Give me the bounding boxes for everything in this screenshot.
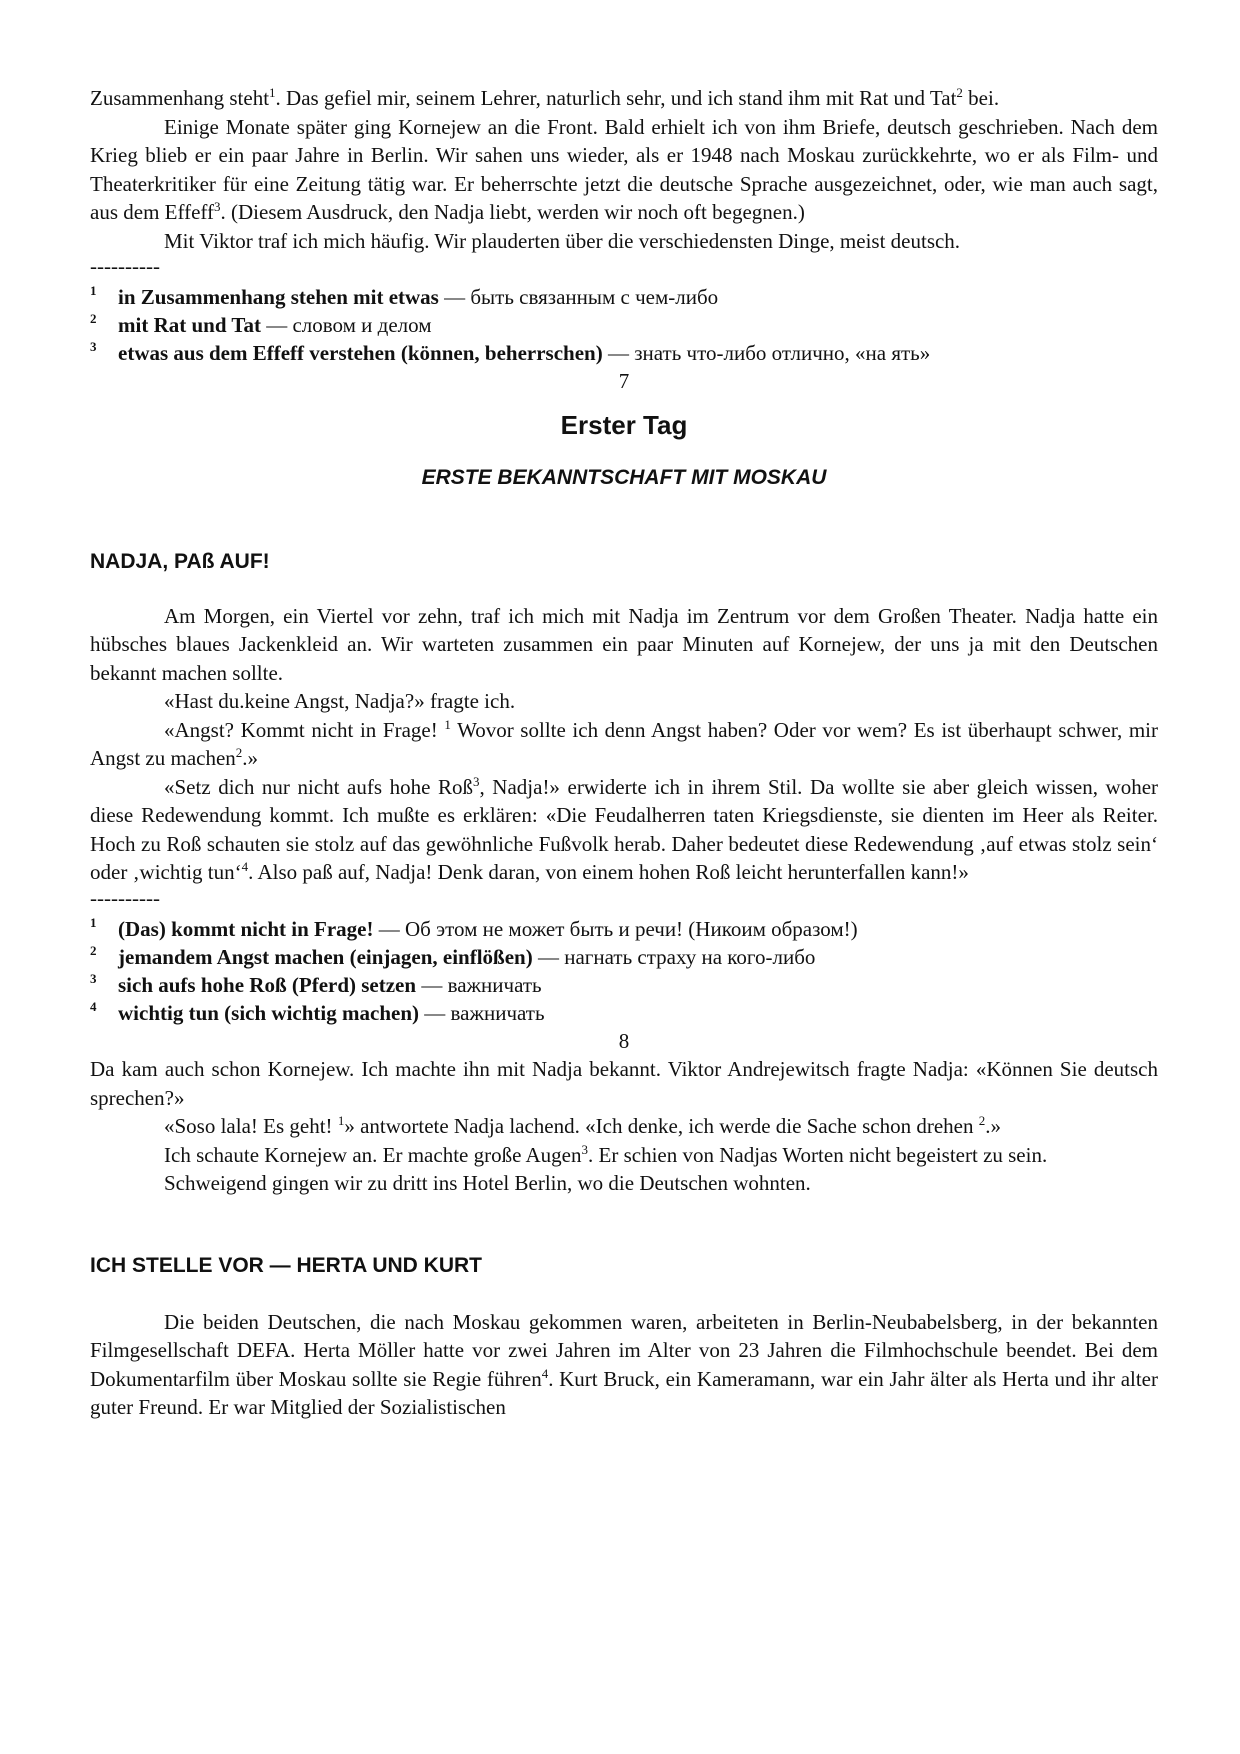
footnote-ref: 4 [541, 1365, 549, 1381]
footnote-ref: 1 [444, 716, 451, 732]
footnote-ref: 2 [956, 85, 963, 100]
paragraph: Ich schaute Kornejew an. Er machte große Augen$^3$. Er schien von Nadjas Worten nicht begeistert zu sein. [164, 1141, 1048, 1167]
footnote: 2 jemandem Angst machen (einjagen, einflößen) — нагнать страху на кого-либо [90, 942, 816, 969]
paragraph: «Hast du.keine Angst, Nadja?» fragte ich. [164, 689, 516, 713]
document-page [90, 84, 1158, 1422]
chapter-title: Erster Tag [560, 409, 688, 440]
footnote: 4 wichtig tun (sich wichtig machen) — важничать [90, 998, 545, 1025]
footnote: 3 etwas aus dem Effeff verstehen (können, beherrschen) — знать что-либо отлично, «на ять» [90, 339, 931, 365]
paragraph: Zusammenhang steht$^1$. Das gefiel mir, seinem Lehrer, naturlich sehr, und ich stand ihm mit Rat und Tat$^2$ bei. [90, 85, 1000, 110]
footnote-ref: 1 [269, 85, 276, 100]
page-number: 8 [618, 1028, 630, 1053]
paragraph: Die beiden Deutschen, die nach Moskau gekommen waren, arbeiteten in Berlin-Neubabelsberg, in der bekannten Filmgesellschaft DEFA. Herta Möller hatte vor zwei Jahren im Alter von 23 Jahren die Filmhochschule beendet. Bei dem Dokumentarfilm über Moskau sollte sie Regie führen$^4$. Kurt Bruck, ein Kameramann, war ein Jahr älter als Herta und ihr alter guter Freund. Er war Mitglied der Sozialistischen [90, 1309, 1158, 1419]
paragraph: Da kam auch schon Kornejew. Ich machte ihn mit Nadja bekannt. Viktor Andrejewitsch fragte Nadja: «Können Sie deutsch sprechen?» [90, 1057, 1158, 1110]
paragraph: Am Morgen, ein Viertel vor zehn, traf ich mich mit Nadja im Zentrum vor dem Großen Theater. Nadja hatte ein hübsches blaues Jackenkleid an. Wir warteten zusammen ein paar Minuten auf Kornejew, der uns ja mit den Deutschen bekannt machen sollte. [90, 603, 1158, 685]
chapter-subtitle: ERSTE BEKANNTSCHAFT MIT MOSKAU [421, 465, 827, 489]
paragraph: Mit Viktor traf ich mich häufig. Wir plauderten über die verschiedensten Dinge, meist deutsch. [164, 228, 961, 253]
paragraph: «Setz dich nur nicht aufs hohe Roß$^3$, Nadja!» erwiderte ich in ihrem Stil. Da wollte sie aber gleich wissen, woher diese Redewendung kommt. Ich mußte es erklären: «Die Feudalherren taten Kriegsdienste, sie dienten im Heer als Reiter. Hoch zu Roß schauten sie stolz auf das gewöhnliche Fußvolk herab. Daher bedeutet diese Redewendung ‚auf etwas stolz sein‘ oder ‚wichtig tun‘$^4$. Also paß auf, Nadja! Denk daran, von einem hohen Roß leicht herunterfallen kann!» [90, 773, 1159, 884]
paragraph: Schweigend gingen wir zu dritt ins Hotel Berlin, wo die Deutschen wohnten. [164, 1171, 811, 1195]
footnotes [90, 283, 1158, 367]
footnotes [90, 915, 1158, 1027]
page-number: 7 [618, 369, 630, 393]
footnote-ref: 3 [472, 773, 480, 789]
footnote-ref: 1 [337, 1113, 345, 1128]
paragraph: «Soso lala! Es geht! $^1$» antwortete Nadja lachend. «Ich denke, ich werde die Sache schon drehen $^2$.» [164, 1113, 1001, 1138]
footnote-ref: 2 [978, 1113, 986, 1128]
footnote: 3 sich aufs hohe Roß (Pferd) setzen — важничать [90, 970, 542, 997]
footnote: 1 (Das) kommt nicht in Frage! — Об этом не может быть и речи! (Никоим образом!) [90, 914, 858, 941]
footnote-ref: 3 [581, 1141, 588, 1157]
paragraph: Einige Monate später ging Kornejew an die Front. Bald erhielt ich von ihm Briefe, deutsch geschrieben. Nach dem Krieg blieb er ein paar Jahre in Berlin. Wir sahen uns wieder, als er 1948 nach Moskau zurückkehrte, wo er als Film- und Theaterkritiker für eine Zeitung tätig war. Er beherrschte jetzt die deutsche Sprache ausgezeichnet, oder, wie man auch sagt, aus dem Effeff$^3$. (Diesem Ausdruck, den Nadja liebt, werden wir noch oft begegnen.) [90, 114, 1158, 224]
footnote-separator: ---------- [90, 254, 160, 278]
footnote-ref: 4 [241, 859, 249, 874]
section-heading: ICH STELLE VOR — HERTA UND KURT [90, 1253, 482, 1277]
footnote: 2 mit Rat und Tat — словом и делом [90, 311, 432, 337]
footnote: 1 in Zusammenhang stehen mit etwas — быть связанным с чем-либо [90, 283, 719, 309]
paragraph: «Angst? Kommt nicht in Frage! $^1$ Wovor sollte ich denn Angst haben? Oder vor wem? Es ist überhaupt schwer, mir Angst zu machen$^2$.» [90, 716, 1159, 770]
footnote-separator: ---------- [90, 885, 160, 910]
footnote-ref: 3 [214, 199, 221, 214]
section-heading: NADJA, PAß AUF! [90, 549, 270, 573]
footnote-ref: 2 [235, 745, 243, 760]
